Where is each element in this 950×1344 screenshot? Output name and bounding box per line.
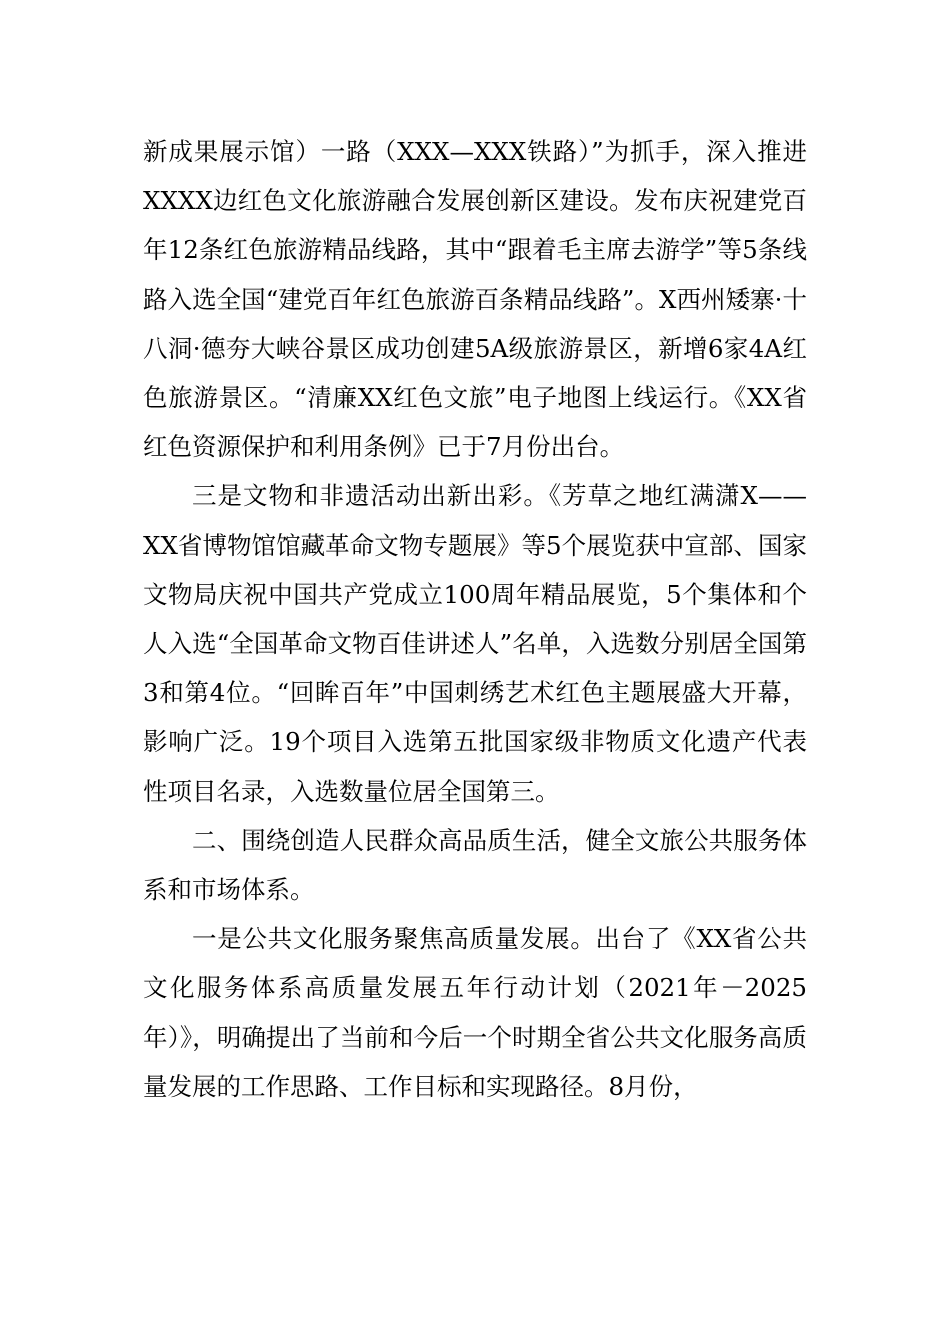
paragraph-cultural-relics: 三是文物和非遗活动出新出彩。《芳草之地红满潇X——XX省博物馆馆藏革命文物专题展》等5个展览获中宣部、国家文物局庆祝中国共产党成立100周年精品展览，5个集体和个人入选“全国革命文物百佳讲述人”名单，入选数分别居全国第3和第4位。“回眸百年”中国刺绣艺术红色主题展盛大开幕，影响广泛。19个项目入选第五批国家级非物质文化遗产代表性项目名录，入选数量位居全国第三。 <box>143 481 807 806</box>
paragraph-public-culture: 一是公共文化服务聚焦高质量发展。出台了《XX省公共文化服务体系高质量发展五年行动计划（2021年－2025年）》，明确提出了当前和今后一个时期全省公共文化服务高质量发展的工作思路、工作目标和实现路径。8月份， <box>143 924 807 1101</box>
document-body <box>143 127 807 1111</box>
paragraph-continuation: 新成果展示馆）一路（XXX—XXX铁路）”为抓手，深入推进XXXX边红色文化旅游融合发展创新区建设。发布庆祝建党百年12条红色旅游精品线路，其中“跟着毛主席去游学”等5条线路入选全国“建党百年红色旅游百条精品线路”。X西州矮寨·十八洞·德夯大峡谷景区成功创建5A级旅游景区，新增6家4A红色旅游景区。“清廉XX红色文旅”电子地图上线运行。《XX省红色资源保护和利用条例》已于7月份出台。 <box>143 137 807 462</box>
section-heading-public-services: 二、围绕创造人民群众高品质生活，健全文旅公共服务体系和市场体系。 <box>143 825 807 905</box>
